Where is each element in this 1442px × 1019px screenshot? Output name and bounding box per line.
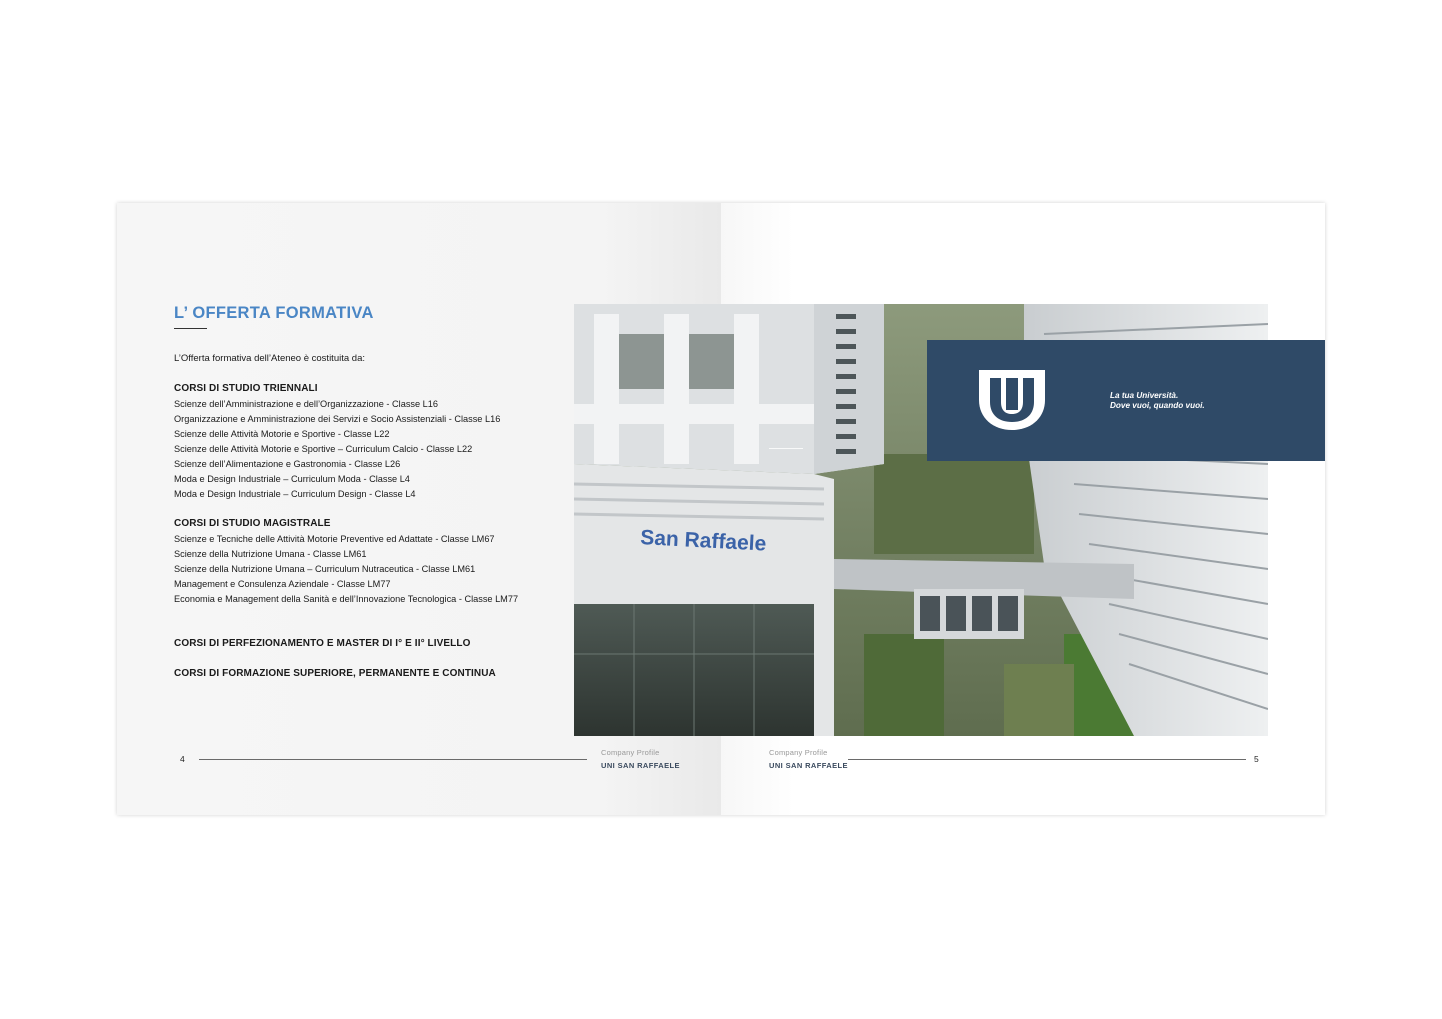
footer-rule-left — [199, 759, 587, 760]
page-number-right: 5 — [1254, 754, 1259, 764]
tagline-line-1: La tua Università. — [1110, 391, 1179, 400]
intro-text: L’Offerta formativa dell’Ateneo è costituita da: — [174, 353, 365, 364]
magistrale-heading: CORSI DI STUDIO MAGISTRALE — [174, 518, 331, 529]
list-item: Moda e Design Industriale – Curriculum Moda - Classe L4 — [174, 474, 410, 484]
triennali-list — [174, 397, 500, 502]
footer-university-right: UNI SAN RAFFAELE — [769, 761, 848, 770]
page-title: L’ OFFERTA FORMATIVA — [174, 304, 374, 322]
footer-rule-right — [848, 759, 1246, 760]
list-item: Economia e Management della Sanità e dell’Innovazione Tecnologica - Classe LM77 — [174, 594, 519, 604]
list-item: Scienze della Nutrizione Umana – Curriculum Nutraceutica - Classe LM61 — [174, 564, 476, 574]
list-item: Scienze delle Attività Motorie e Sportive - Classe L22 — [174, 429, 390, 439]
triennali-heading: CORSI DI STUDIO TRIENNALI — [174, 383, 318, 394]
list-item: Moda e Design Industriale – Curriculum Design - Classe L4 — [174, 489, 416, 499]
brochure-spread — [117, 203, 1325, 815]
brand-banner — [927, 340, 1325, 461]
list-item: Scienze delle Attività Motorie e Sportive – Curriculum Calcio - Classe L22 — [174, 444, 473, 454]
footer-university-left: UNI SAN RAFFAELE — [601, 761, 680, 770]
page-number-left: 4 — [180, 754, 185, 764]
list-item: Organizzazione e Amministrazione dei Servizi e Socio Assistenziali - Classe L16 — [174, 414, 501, 424]
list-item: Scienze e Tecniche delle Attività Motorie Preventive ed Adattate - Classe LM67 — [174, 534, 495, 544]
formazione-heading: CORSI DI FORMAZIONE SUPERIORE, PERMANENTE E CONTINUA — [174, 668, 496, 679]
footer-company-profile-right: Company Profile — [769, 748, 828, 757]
list-item: Scienze dell’Alimentazione e Gastronomia - Classe L26 — [174, 459, 401, 469]
tagline-line-2: Dove vuoi, quando vuoi. — [1110, 401, 1205, 410]
perfezionamento-heading: CORSI DI PERFEZIONAMENTO E MASTER DI I° E II° LIVELLO — [174, 638, 471, 649]
list-item: Management e Consulenza Aziendale - Classe LM77 — [174, 579, 391, 589]
magistrale-list — [174, 532, 518, 607]
building-sign: San Raffaele — [639, 526, 767, 556]
brand-tagline — [1110, 391, 1205, 411]
footer-company-profile-left: Company Profile — [601, 748, 660, 757]
photo-accent-rule — [769, 448, 803, 449]
uni-san-raffaele-shield-logo — [979, 370, 1045, 430]
list-item: Scienze della Nutrizione Umana - Classe LM61 — [174, 549, 367, 559]
title-underline — [174, 328, 207, 329]
list-item: Scienze dell’Amministrazione e dell’Organizzazione - Classe L16 — [174, 399, 439, 409]
